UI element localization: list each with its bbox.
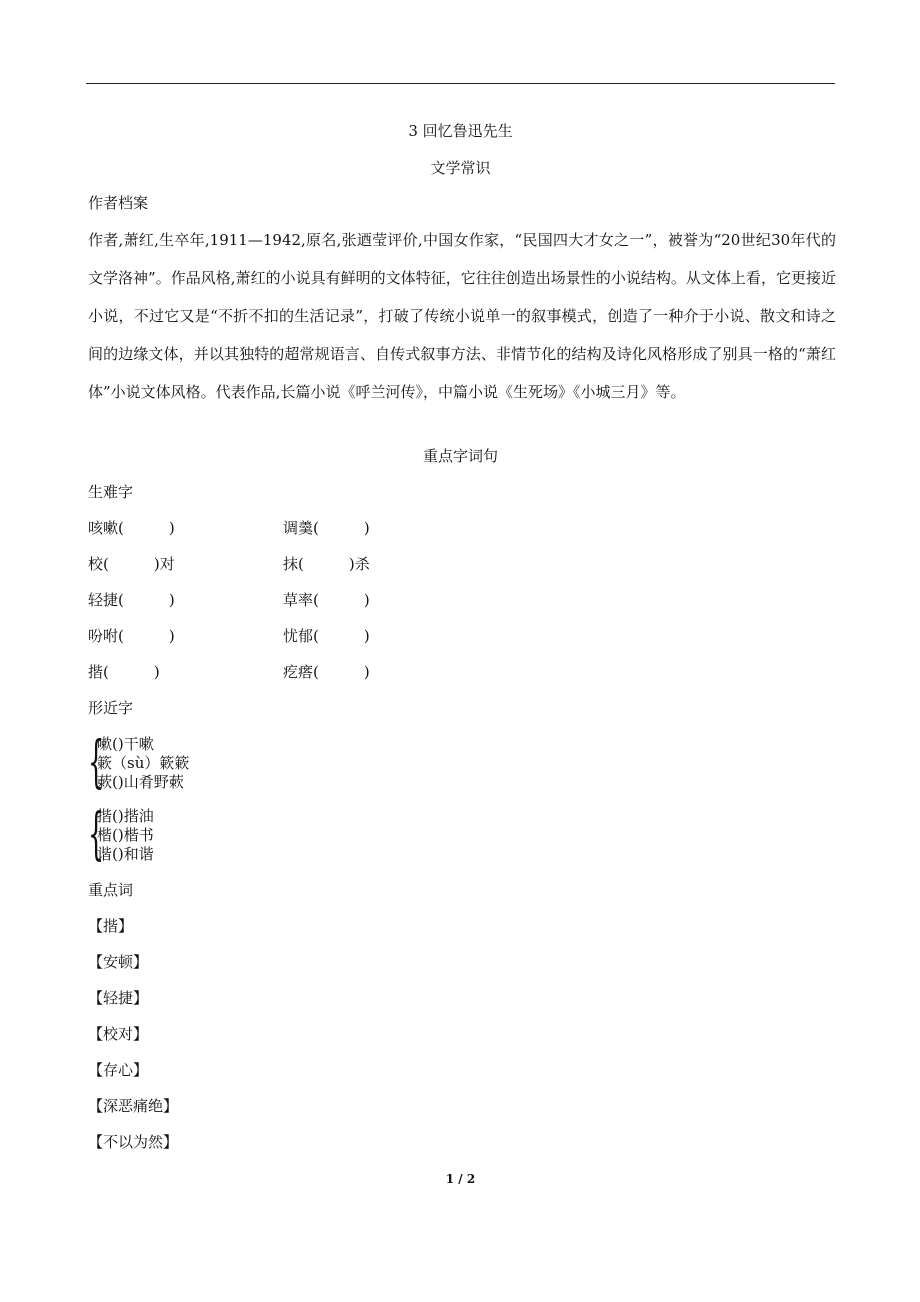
author-heading: 作者档案 bbox=[88, 194, 149, 212]
similar-char-line: 楷()楷书 bbox=[97, 826, 154, 844]
author-paragraph: 作者,萧红,生卒年,1911—1942,原名,张迺莹评价,中国女作家，“民国四大才女之一”，被誉为“20世纪30年代的文学洛神”。作品风格,萧红的小说具有鲜明的文体特征，它往往创造出场景性的小说结构。从文体上看，它更接近小说，不过它又是“不折不扣的生活记录”，打破了传统小说单一的叙事模式，创造了一种介于小说、散文和诗之间的边缘文体，并以其独特的超常规语言、自传式叙事方法、非情节化的结构及诗化风格形成了别具一格的“萧红体”小说文体风格。代表作品,长篇小说《呼兰河传》，中篇小说《生死场》《小城三月》等。 bbox=[88, 231, 836, 401]
similar-char-line: 谐()和谐 bbox=[97, 845, 154, 863]
hard-char-row bbox=[88, 662, 488, 682]
key-word-item: 【不以为然】 bbox=[88, 1133, 179, 1151]
hard-char-item: 轻捷( ) bbox=[88, 591, 175, 609]
brace-symbol: { bbox=[88, 802, 105, 867]
key-word-item: 【存心】 bbox=[88, 1061, 149, 1079]
key-word-item: 【深恶痛绝】 bbox=[88, 1097, 179, 1115]
hard-char-item: 调羹( ) bbox=[283, 519, 370, 537]
similar-char-line: 揩()揩油 bbox=[97, 807, 154, 825]
key-word-item: 【揩】 bbox=[88, 917, 134, 935]
brace-symbol: { bbox=[88, 730, 105, 795]
hard-char-item: 揩( ) bbox=[88, 663, 160, 681]
hard-char-item: 吩咐( ) bbox=[88, 627, 175, 645]
page-title: 3 回忆鲁迅先生 bbox=[408, 122, 513, 140]
similar-char-line: 蔌()山肴野蔌 bbox=[97, 773, 184, 791]
section-heading-literature: 文学常识 bbox=[430, 159, 491, 177]
hard-char-row bbox=[88, 518, 488, 538]
key-words-heading: 重点词 bbox=[88, 881, 134, 899]
hard-char-item: 校( )对 bbox=[88, 555, 175, 573]
hard-char-item: 咳嗽( ) bbox=[88, 519, 175, 537]
key-word-item: 【校对】 bbox=[88, 1025, 149, 1043]
similar-char-line: 嗽()干嗽 bbox=[97, 735, 154, 753]
section-heading-key-words: 重点字词句 bbox=[422, 447, 498, 465]
hard-char-row bbox=[88, 626, 488, 646]
similar-chars-heading: 形近字 bbox=[88, 699, 134, 717]
page-number: 1 / 2 bbox=[445, 1172, 476, 1186]
header-rule bbox=[86, 83, 835, 84]
key-word-item: 【安顿】 bbox=[88, 953, 149, 971]
hard-char-item: 抹( )杀 bbox=[283, 555, 370, 573]
hard-char-item: 草率( ) bbox=[283, 591, 370, 609]
hard-char-item: 疙瘩( ) bbox=[283, 663, 370, 681]
hard-chars-heading: 生难字 bbox=[88, 483, 134, 501]
key-word-item: 【轻捷】 bbox=[88, 989, 149, 1007]
hard-char-row bbox=[88, 590, 488, 610]
hard-char-row bbox=[88, 554, 488, 574]
similar-char-line: 簌（sù）簌簌 bbox=[97, 754, 190, 772]
hard-char-item: 忧郁( ) bbox=[283, 627, 370, 645]
